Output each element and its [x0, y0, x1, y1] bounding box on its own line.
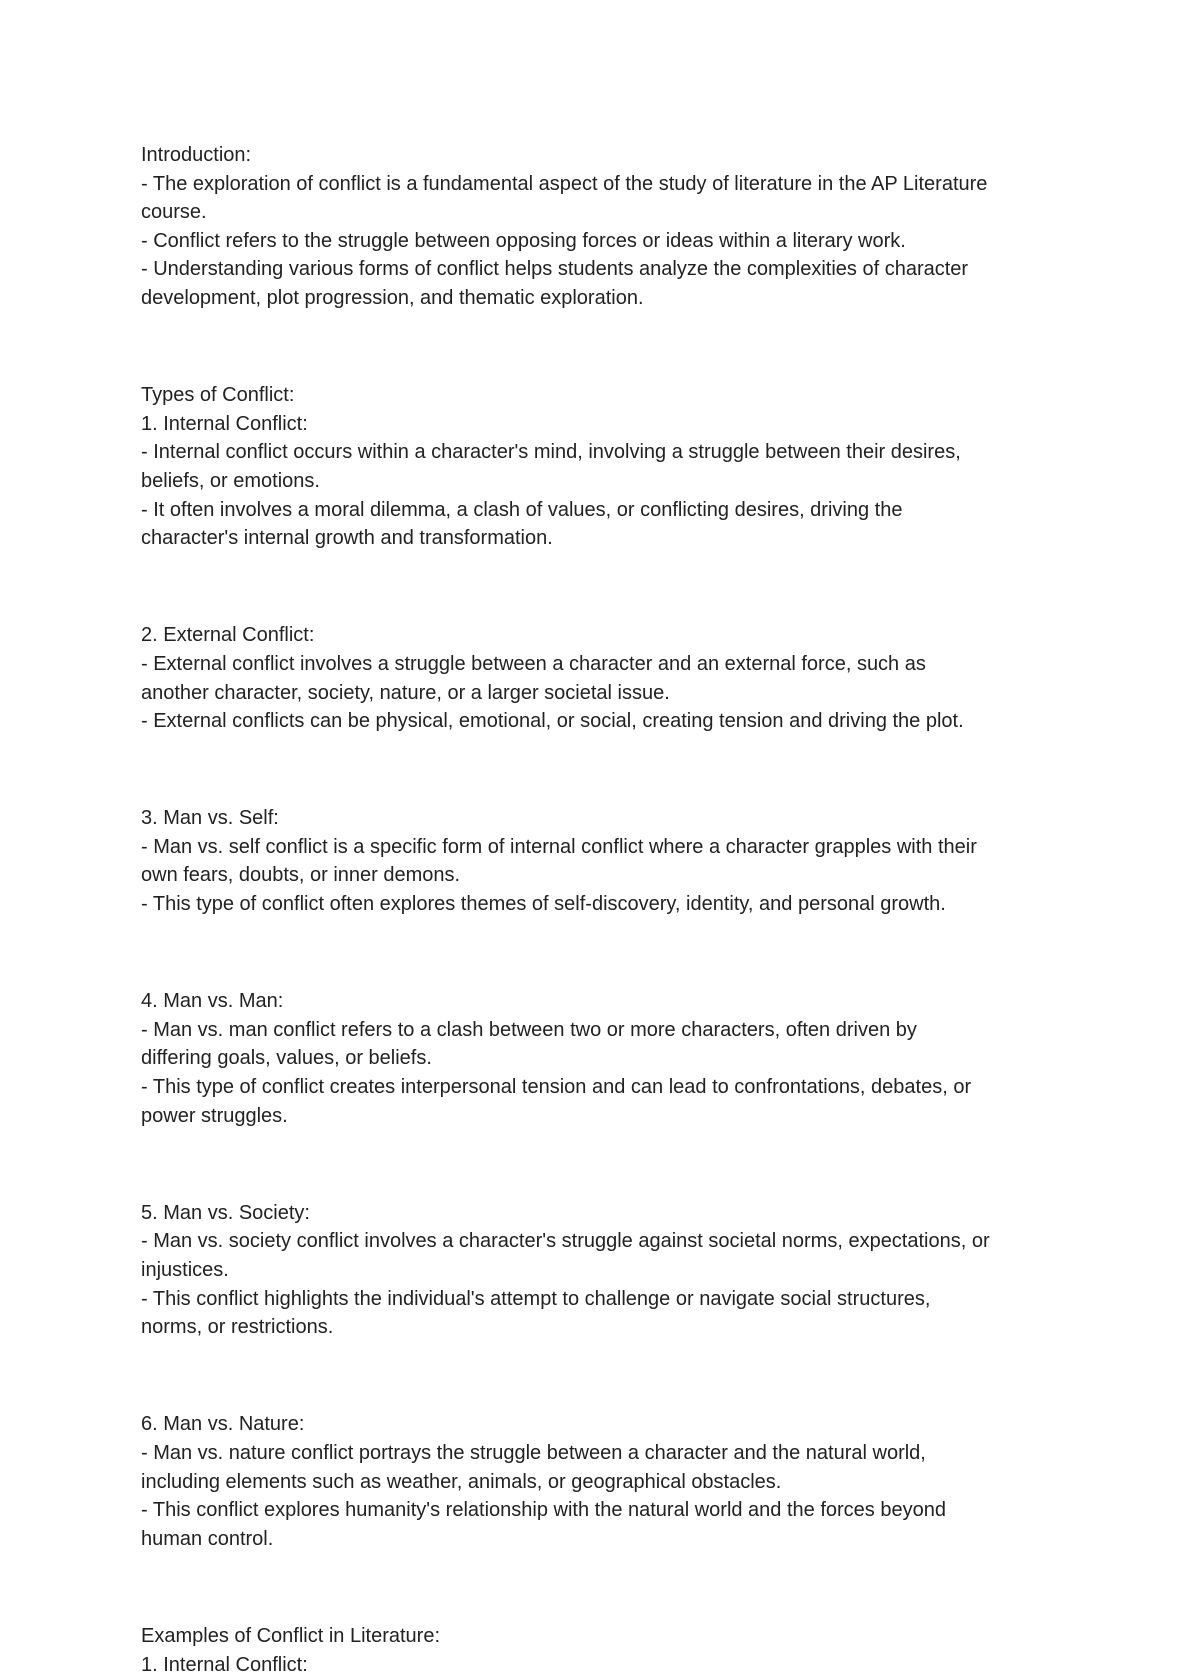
text-line: human control. — [141, 1527, 274, 1550]
text-line: 6. Man vs. Nature: — [141, 1413, 305, 1436]
text-line: - This conflict explores humanity's relationship with the natural world and the forces beyond — [141, 1499, 946, 1522]
blank-line — [141, 1362, 1071, 1391]
text-line: Examples of Conflict in Literature: — [141, 1624, 441, 1647]
text-line: character's internal growth and transformation. — [141, 527, 553, 550]
text-line: 1. Internal Conflict: — [141, 1653, 308, 1676]
text-line: Introduction: — [141, 144, 252, 166]
text-line: - It often involves a moral dilemma, a clash of values, or conflicting desires, driving the — [141, 498, 903, 521]
text-line: 3. Man vs. Self: — [141, 807, 279, 830]
text-line: power struggles. — [141, 1104, 288, 1127]
text-line: - The exploration of conflict is a fundamental aspect of the study of literature in the AP Literature — [141, 172, 988, 195]
text-line: - Internal conflict occurs within a character's mind, involving a struggle between their desires, — [141, 441, 961, 464]
text-line: - This type of conflict creates interpersonal tension and can lead to confrontations, debates, or — [141, 1076, 972, 1099]
text-line: Types of Conflict: — [141, 384, 295, 407]
text-line: differing goals, values, or beliefs. — [141, 1047, 432, 1070]
text-line: development, plot progression, and thematic exploration. — [141, 286, 644, 309]
text-line: 1. Internal Conflict: — [141, 412, 308, 435]
text-line: another character, society, nature, or a larger societal issue. — [141, 681, 670, 704]
document-body — [141, 141, 1071, 1679]
text-line: - Man vs. society conflict involves a character's struggle against societal norms, expectations, or — [141, 1230, 990, 1253]
blank-line — [141, 939, 1071, 968]
text-line: course. — [141, 201, 207, 224]
text-line: - Conflict refers to the struggle between opposing forces or ideas within a literary work. — [141, 229, 906, 252]
text-line: including elements such as weather, animals, or geographical obstacles. — [141, 1470, 782, 1493]
text-line: beliefs, or emotions. — [141, 469, 320, 492]
blank-line — [141, 573, 1071, 602]
text-line: injustices. — [141, 1259, 229, 1281]
text-line: - External conflicts can be physical, emotional, or social, creating tension and driving the plot. — [141, 710, 964, 733]
text-line: norms, or restrictions. — [141, 1316, 334, 1339]
text-line: - This type of conflict often explores themes of self-discovery, identity, and personal growth. — [141, 893, 946, 916]
text-line: 5. Man vs. Society: — [141, 1201, 310, 1224]
blank-line — [141, 1573, 1071, 1602]
document-page — [141, 141, 1071, 1679]
text-line: own fears, doubts, or inner demons. — [141, 864, 461, 887]
blank-line — [141, 1150, 1071, 1179]
text-line: 4. Man vs. Man: — [141, 990, 284, 1013]
blank-line — [141, 756, 1071, 785]
text-line: - Understanding various forms of conflict helps students analyze the complexities of character — [141, 258, 969, 281]
text-line: 2. External Conflict: — [141, 624, 315, 647]
text-line: - This conflict highlights the individual's attempt to challenge or navigate social structures, — [141, 1287, 931, 1310]
text-line: - Man vs. man conflict refers to a clash between two or more characters, often driven by — [141, 1018, 917, 1041]
text-line: - External conflict involves a struggle between a character and an external force, such as — [141, 652, 926, 675]
blank-line — [141, 333, 1071, 362]
text-line: - Man vs. self conflict is a specific form of internal conflict where a character grapples with their — [141, 835, 977, 858]
text-line: - Man vs. nature conflict portrays the struggle between a character and the natural world, — [141, 1441, 926, 1464]
